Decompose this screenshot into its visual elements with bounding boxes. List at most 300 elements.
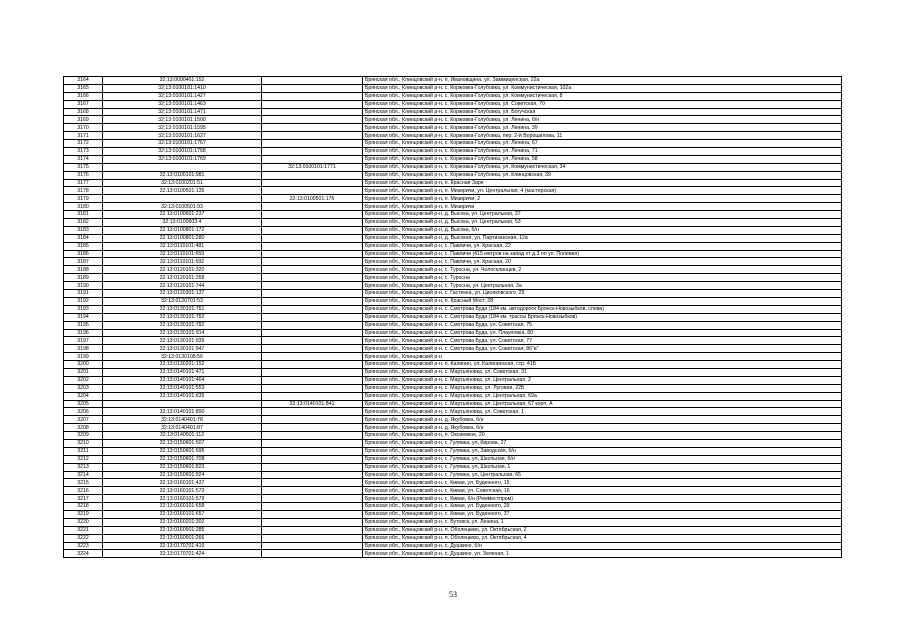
row-number-cell: 3169 xyxy=(64,116,103,124)
table-row xyxy=(64,384,842,392)
table-row xyxy=(64,361,842,369)
page-number: 53 xyxy=(449,590,457,599)
address-cell: Брянская обл., Клинцовский р-н, с. Киваи, б/н (Ремместпром) xyxy=(363,495,842,503)
row-number-cell: 3180 xyxy=(64,203,103,211)
cadastral-number-alt-cell xyxy=(262,384,363,392)
cadastral-number-cell: 32:13:0100101:1627 xyxy=(103,132,262,140)
cadastral-number-alt-cell xyxy=(262,250,363,258)
address-cell: Брянская обл., Клинцовский р-н, п. Оболешево, ул. Октябрьская, 4 xyxy=(363,534,842,542)
address-cell: Брянская обл., Клинцовский р-н, с. Мартьяновка, ул. Центральная, 67 корп. А xyxy=(363,400,842,408)
table-row xyxy=(64,132,842,140)
cadastral-number-cell: 32:13:0120101:744 xyxy=(103,282,262,290)
cadastral-number-alt-cell xyxy=(262,148,363,156)
cadastral-number-cell: 32:13:0120101:320 xyxy=(103,266,262,274)
cadastral-number-cell: 32:13:0100101:981 xyxy=(103,171,262,179)
cadastral-number-cell: 32:13:0140101:464 xyxy=(103,376,262,384)
row-number-cell: 3223 xyxy=(64,542,103,550)
cadastral-number-cell: 32:13:0130101:752 xyxy=(103,313,262,321)
address-cell: Брянская обл., Клинцовский р-н, с. Мартьяновка, ул. Советская, 31 xyxy=(363,368,842,376)
address-cell: Брянская обл., Клинцовский р-н, с. Туросна, ул. Чолосклинцев, 2 xyxy=(363,266,842,274)
cadastral-number-cell: 32:13:0110101:692 xyxy=(103,258,262,266)
cadastral-number-alt-cell xyxy=(262,345,363,353)
cadastral-number-cell: 32:13:0100101:1427 xyxy=(103,92,262,100)
address-cell: Брянская обл., Клинцовский р-н xyxy=(363,353,842,361)
table-row xyxy=(64,219,842,227)
row-number-cell: 3205 xyxy=(64,400,103,408)
cadastral-number-alt-cell xyxy=(262,432,363,440)
table-row xyxy=(64,148,842,156)
table-row xyxy=(64,297,842,305)
row-number-cell: 3192 xyxy=(64,297,103,305)
cadastral-number-cell: 32:13:0130101:947 xyxy=(103,345,262,353)
row-number-cell: 3216 xyxy=(64,487,103,495)
address-cell: Брянская обл., Клинцовский р-н, с. Коржовка-Голубовка, ул. Ленина, 67 xyxy=(363,140,842,148)
table-row xyxy=(64,155,842,163)
cadastral-number-cell: 32:13:0150601:823 xyxy=(103,463,262,471)
cadastral-number-cell: 32:13:0120701:53 xyxy=(103,297,262,305)
cadastral-number-alt-cell xyxy=(262,471,363,479)
cadastral-number-cell xyxy=(103,400,262,408)
table-row xyxy=(64,329,842,337)
cadastral-number-alt-cell xyxy=(262,242,363,250)
row-number-cell: 3201 xyxy=(64,368,103,376)
cadastral-number-cell: 32:13:0120301:137 xyxy=(103,290,262,298)
cadastral-number-alt-cell xyxy=(262,108,363,116)
address-cell: Брянская обл., Клинцовский р-н, с. Павличи, ул. Красная, 22 xyxy=(363,242,842,250)
row-number-cell: 3174 xyxy=(64,155,103,163)
row-number-cell: 3221 xyxy=(64,526,103,534)
cadastral-number-alt-cell xyxy=(262,479,363,487)
row-number-cell: 3207 xyxy=(64,416,103,424)
table-row xyxy=(64,376,842,384)
table-row xyxy=(64,242,842,250)
cadastral-number-cell: 32:13:0140101:553 xyxy=(103,384,262,392)
cadastral-number-cell: 32:13:0130101:914 xyxy=(103,329,262,337)
table-row xyxy=(64,345,842,353)
table-row xyxy=(64,416,842,424)
address-cell: Брянская обл., Клинцовский р-н, п. Мизиричи, 2 xyxy=(363,195,842,203)
cadastral-number-alt-cell xyxy=(262,226,363,234)
table-row xyxy=(64,92,842,100)
row-number-cell: 3164 xyxy=(64,77,103,85)
table-row xyxy=(64,550,842,558)
cadastral-number-alt-cell xyxy=(262,495,363,503)
cadastral-number-cell: 32:13:0110101:659 xyxy=(103,250,262,258)
address-cell: Брянская обл., Клинцовский р-н, с. Коржовка-Голубовка, ул. Ленина, 58 xyxy=(363,155,842,163)
row-number-cell: 3214 xyxy=(64,471,103,479)
address-cell: Брянская обл., Клинцовский р-н, с. Киваи, ул. Советская, 16 xyxy=(363,487,842,495)
cadastral-number-cell: 32:13:0100801:280 xyxy=(103,234,262,242)
cadastral-number-cell: 32:13:0130101:939 xyxy=(103,337,262,345)
table-row xyxy=(64,171,842,179)
table-row xyxy=(64,124,842,132)
cadastral-number-alt-cell xyxy=(262,408,363,416)
address-cell: Брянская обл., Клинцовский р-н, с. Коржовка-Голубовка, ул. Коммунистическая, 34 xyxy=(363,163,842,171)
cadastral-number-alt-cell xyxy=(262,368,363,376)
address-cell: Брянская обл., Клинцовский р-н, с. Коржовка-Голубовка, ул. Коммунистическая, 102а xyxy=(363,84,842,92)
row-number-cell: 3172 xyxy=(64,140,103,148)
address-cell: Брянская обл., Клинцовский р-н, п. Калинин, ул. Калининская, стр. 41Б xyxy=(363,361,842,369)
cadastral-number-cell: 32:13:0150601:924 xyxy=(103,471,262,479)
cadastral-number-alt-cell: 32:13:0140101:841 xyxy=(262,400,363,408)
row-number-cell: 3219 xyxy=(64,510,103,518)
address-cell: Брянская обл., Клинцовский р-н, с. Киваи, ул. Буденного, 37 xyxy=(363,510,842,518)
cadastral-number-alt-cell xyxy=(262,487,363,495)
cadastral-number-cell: 32:13:0100101:1500 xyxy=(103,116,262,124)
cadastral-number-alt-cell xyxy=(262,203,363,211)
table-row xyxy=(64,116,842,124)
table-row xyxy=(64,108,842,116)
cadastral-number-cell: 32:13:0140101:635 xyxy=(103,392,262,400)
row-number-cell: 3177 xyxy=(64,179,103,187)
cadastral-number-alt-cell xyxy=(262,234,363,242)
cadastral-number-alt-cell xyxy=(262,455,363,463)
cadastral-number-alt-cell xyxy=(262,124,363,132)
cadastral-number-cell: 32:13:0100501:93 xyxy=(103,203,262,211)
address-cell: Брянская обл., Клинцовский р-н, с. Гулевка, ул. Центральная, 65 xyxy=(363,471,842,479)
table-row xyxy=(64,392,842,400)
row-number-cell: 3222 xyxy=(64,534,103,542)
row-number-cell: 3170 xyxy=(64,124,103,132)
row-number-cell: 3193 xyxy=(64,305,103,313)
row-number-cell: 3168 xyxy=(64,108,103,116)
table-row xyxy=(64,84,842,92)
row-number-cell: 3182 xyxy=(64,219,103,227)
cadastral-number-cell: 32:13:0100601:237 xyxy=(103,211,262,219)
table-row xyxy=(64,487,842,495)
row-number-cell: 3220 xyxy=(64,518,103,526)
cadastral-number-cell: 32:13:0160101:579 xyxy=(103,495,262,503)
cadastral-number-alt-cell xyxy=(262,266,363,274)
table-row xyxy=(64,518,842,526)
cadastral-number-alt-cell xyxy=(262,92,363,100)
table-row xyxy=(64,447,842,455)
address-cell: Брянская обл., Клинцовский р-н, д. Якубовка, б/н xyxy=(363,416,842,424)
cadastral-number-alt-cell xyxy=(262,100,363,108)
row-number-cell: 3204 xyxy=(64,392,103,400)
cadastral-number-cell: 32:13:0160101:658 xyxy=(103,503,262,511)
address-cell: Брянская обл., Клинцовский р-н, с. Туросна xyxy=(363,274,842,282)
cadastral-number-alt-cell xyxy=(262,329,363,337)
cadastral-number-alt-cell: 32:13:0100101:1771 xyxy=(262,163,363,171)
cadastral-number-cell: 32:13:0100101:1768 xyxy=(103,148,262,156)
table-row xyxy=(64,534,842,542)
address-cell: Брянская обл., Клинцовский р-н, с. Мартьяновка, ул. Советская, 1 xyxy=(363,408,842,416)
table-row xyxy=(64,195,842,203)
address-cell: Брянская обл., Клинцовский р-н, п. Красный Мост, 28 xyxy=(363,297,842,305)
table-row xyxy=(64,439,842,447)
row-number-cell: 3190 xyxy=(64,282,103,290)
row-number-cell: 3203 xyxy=(64,384,103,392)
address-cell: Брянская обл., Клинцовский р-н, с. Коржовка-Голубовка, ул. Ленина, 39 xyxy=(363,124,842,132)
row-number-cell: 3166 xyxy=(64,92,103,100)
cadastral-number-cell: 32:13:0130108:56 xyxy=(103,353,262,361)
table-row xyxy=(64,226,842,234)
cadastral-number-alt-cell xyxy=(262,416,363,424)
row-number-cell: 3206 xyxy=(64,408,103,416)
table-row xyxy=(64,471,842,479)
address-cell: Брянская обл., Клинцовский р-н, с. Коржовка-Голубовка, пер. 2-й Ворошилова, 11 xyxy=(363,132,842,140)
address-cell: Брянская обл., Клинцовский р-н, с. Туросна, ул. Центральная, 3а xyxy=(363,282,842,290)
cadastral-number-cell: 32:13:0120101:358 xyxy=(103,274,262,282)
cadastral-number-cell: 32:13:0100801:172 xyxy=(103,226,262,234)
address-cell: Брянская обл., Клинцовский р-н, с. Мартьяновка, ул. Центральная, 2 xyxy=(363,376,842,384)
cadastral-number-alt-cell xyxy=(262,155,363,163)
table-body xyxy=(64,77,842,558)
cadastral-number-cell: 32:13:0150601:507 xyxy=(103,439,262,447)
address-cell: Брянская обл., Клинцовский р-н, с. Душкино, б/н xyxy=(363,542,842,550)
table-row xyxy=(64,321,842,329)
row-number-cell: 3196 xyxy=(64,329,103,337)
cadastral-number-alt-cell xyxy=(262,447,363,455)
table-row xyxy=(64,179,842,187)
cadastral-number-alt-cell xyxy=(262,321,363,329)
cadastral-number-alt-cell xyxy=(262,550,363,558)
row-number-cell: 3175 xyxy=(64,163,103,171)
address-cell: Брянская обл., Клинцовский р-н, с. Смотрова Буда (184 км. трассы Брянск-Новозыбков) xyxy=(363,313,842,321)
table-row xyxy=(64,424,842,432)
cadastral-number-alt-cell xyxy=(262,392,363,400)
address-cell: Брянская обл., Клинцовский р-н, с. Коржовка-Голубовка, ул. Клинцовская, 39 xyxy=(363,171,842,179)
row-number-cell: 3217 xyxy=(64,495,103,503)
row-number-cell: 3181 xyxy=(64,211,103,219)
row-number-cell: 3165 xyxy=(64,84,103,92)
cadastral-number-alt-cell xyxy=(262,171,363,179)
address-cell: Брянская обл., Клинцовский р-н, с. Смотрова Буда (184 км. автодороги Брянск-Новозыбков, слева) xyxy=(363,305,842,313)
cadastral-number-cell: 32:13:0100101:1410 xyxy=(103,84,262,92)
address-cell: Брянская обл., Клинцовский р-н, с. Гулевка, ул. Заводская, б/н xyxy=(363,447,842,455)
table-row xyxy=(64,479,842,487)
cadastral-number-alt-cell xyxy=(262,140,363,148)
address-cell: Брянская обл., Клинцовский р-н, с. Коржовка-Голубовка, ул. Ленина, 71 xyxy=(363,148,842,156)
cadastral-number-alt-cell xyxy=(262,258,363,266)
address-cell: Брянская обл., Клинцовский р-н, с. Коржовка-Голубовка, ул. Коммунистическая, 8 xyxy=(363,92,842,100)
cadastral-number-cell: 32:13:0150601:695 xyxy=(103,447,262,455)
table-row xyxy=(64,203,842,211)
address-cell: Брянская обл., Клинцовский р-н, д. Высока, ул. Центральная, 37 xyxy=(363,211,842,219)
address-cell: Брянская обл., Клинцовский р-н, с. Гастенка, ул. Циолковского, 29 xyxy=(363,290,842,298)
cadastral-number-cell: 32:13:0130101:751 xyxy=(103,305,262,313)
table-row xyxy=(64,353,842,361)
table-row xyxy=(64,337,842,345)
cadastral-number-alt-cell xyxy=(262,274,363,282)
row-number-cell: 3213 xyxy=(64,463,103,471)
table-row xyxy=(64,187,842,195)
address-cell: Брянская обл., Клинцовский р-н, с. Смотрова Буда, ул. Советская, 75 xyxy=(363,321,842,329)
address-cell: Брянская обл., Клинцовский р-н, с. Смотрова Буда, ул. Плауновка, 80 xyxy=(363,329,842,337)
cadastral-number-cell: 32:13:0160201:302 xyxy=(103,518,262,526)
table-row xyxy=(64,163,842,171)
row-number-cell: 3184 xyxy=(64,234,103,242)
cadastral-number-cell: 32:13:0100101:1463 xyxy=(103,100,262,108)
row-number-cell: 3173 xyxy=(64,148,103,156)
cadastral-number-cell xyxy=(103,195,262,203)
cadastral-number-cell: 32:13:0140401:87 xyxy=(103,424,262,432)
cadastral-number-cell: 32:13:0160501:266 xyxy=(103,534,262,542)
cadastral-number-cell: 32:13:0130201:152 xyxy=(103,361,262,369)
address-cell: Брянская обл., Клинцовский р-н, с. Коржовка-Голубовка, ул. Богучская xyxy=(363,108,842,116)
cadastral-number-alt-cell xyxy=(262,510,363,518)
cadastral-number-cell: 32:13:0100501:135 xyxy=(103,187,262,195)
cadastral-number-cell: 32:13:0170701:419 xyxy=(103,542,262,550)
table-row xyxy=(64,100,842,108)
address-cell: Брянская обл., Клинцовский р-н, с. Смотрова Буда, ул. Советская, 77 xyxy=(363,337,842,345)
cadastral-number-cell: 32:13:0150601:708 xyxy=(103,455,262,463)
row-number-cell: 3211 xyxy=(64,447,103,455)
cadastral-number-cell: 32:13:0140401:78 xyxy=(103,416,262,424)
cadastral-number-cell: 32:13:0100101:1471 xyxy=(103,108,262,116)
address-cell: Брянская обл., Клинцовский р-н, п. Мизиричи xyxy=(363,203,842,211)
table-row xyxy=(64,234,842,242)
row-number-cell: 3209 xyxy=(64,432,103,440)
row-number-cell: 3183 xyxy=(64,226,103,234)
cadastral-number-alt-cell xyxy=(262,77,363,85)
row-number-cell: 3210 xyxy=(64,439,103,447)
cadastral-number-alt-cell: 32:13:0100501:176 xyxy=(262,195,363,203)
cadastral-number-cell: 32:13:0140101:471 xyxy=(103,368,262,376)
address-cell: Брянская обл., Клинцовский р-н, с. Бутовск, ул. Ленина, 1 xyxy=(363,518,842,526)
address-cell: Брянская обл., Клинцовский р-н, с. Коржовка-Голубовка, ул. Ленина, б/н xyxy=(363,116,842,124)
cadastral-number-alt-cell xyxy=(262,439,363,447)
row-number-cell: 3212 xyxy=(64,455,103,463)
cadastral-number-alt-cell xyxy=(262,337,363,345)
cadastral-number-alt-cell xyxy=(262,187,363,195)
cadastral-number-alt-cell xyxy=(262,211,363,219)
row-number-cell: 3224 xyxy=(64,550,103,558)
cadastral-number-cell: 32:13:0100201:51 xyxy=(103,179,262,187)
cadastral-number-alt-cell xyxy=(262,290,363,298)
row-number-cell: 3176 xyxy=(64,171,103,179)
table-row xyxy=(64,542,842,550)
cadastral-number-alt-cell xyxy=(262,463,363,471)
address-cell: Брянская обл., Клинцовский р-н, д. Высокая, ул. Партизанская, 12а xyxy=(363,234,842,242)
cadastral-number-cell: 32:13:0160101:657 xyxy=(103,510,262,518)
row-number-cell: 3208 xyxy=(64,424,103,432)
table-row xyxy=(64,77,842,85)
row-number-cell: 3171 xyxy=(64,132,103,140)
table-row xyxy=(64,140,842,148)
table-row xyxy=(64,282,842,290)
table-row xyxy=(64,432,842,440)
table-row xyxy=(64,510,842,518)
cadastral-number-alt-cell xyxy=(262,526,363,534)
table-row xyxy=(64,274,842,282)
cadastral-number-alt-cell xyxy=(262,297,363,305)
table-row xyxy=(64,463,842,471)
table-row xyxy=(64,250,842,258)
row-number-cell: 3199 xyxy=(64,353,103,361)
address-cell: Брянская обл., Клинцовский р-н, с. Душкино, ул. Зеленая, 1 xyxy=(363,550,842,558)
row-number-cell: 3215 xyxy=(64,479,103,487)
table-row xyxy=(64,455,842,463)
address-cell: Брянская обл., Клинцовский р-н, с. Киваи, ул. Буденного, 15 xyxy=(363,479,842,487)
table-row xyxy=(64,503,842,511)
address-cell: Брянская обл., Клинцовский р-н, п. Красная Заря xyxy=(363,179,842,187)
table-row xyxy=(64,368,842,376)
address-cell: Брянская обл., Клинцовский р-н, с. Мартьяновка, ул. Луговая, 22Б xyxy=(363,384,842,392)
row-number-cell: 3179 xyxy=(64,195,103,203)
cadastral-number-cell: 32:13:0100603:4 xyxy=(103,219,262,227)
table-row xyxy=(64,495,842,503)
cadastral-number-alt-cell xyxy=(262,542,363,550)
row-number-cell: 3194 xyxy=(64,313,103,321)
cadastral-number-alt-cell xyxy=(262,219,363,227)
cadastral-number-alt-cell xyxy=(262,313,363,321)
address-cell: Брянская обл., Клинцовский р-н, с. Гулевка, ул. Школьная, б/н xyxy=(363,455,842,463)
cadastral-number-alt-cell xyxy=(262,179,363,187)
address-cell: Брянская обл., Клинцовский р-н, с. Киваи, ул. Буденного, 29 xyxy=(363,503,842,511)
property-registry-table xyxy=(63,76,842,558)
address-cell: Брянская обл., Клинцовский р-н, с. Смотрова Буда, ул. Советская, 86"в" xyxy=(363,345,842,353)
address-cell: Брянская обл., Клинцовский р-н, с. Павличи (415 метров на запад от д.3 по ул. Полевая) xyxy=(363,250,842,258)
cadastral-number-alt-cell xyxy=(262,84,363,92)
cadastral-number-cell: 32:13:0100101:1767 xyxy=(103,140,262,148)
address-cell: Брянская обл., Клинцовский р-н, д. Высока, б/н xyxy=(363,226,842,234)
cadastral-number-cell: 32:13:0160501:285 xyxy=(103,526,262,534)
table-row xyxy=(64,290,842,298)
row-number-cell: 3191 xyxy=(64,290,103,298)
cadastral-number-alt-cell xyxy=(262,534,363,542)
address-cell: Брянская обл., Клинцовский р-н, п. Ивановщина, ул. Заммиценская, 22а xyxy=(363,77,842,85)
cadastral-number-alt-cell xyxy=(262,282,363,290)
address-cell: Брянская обл., Клинцовский р-н, с. Гулевка, ул. Кирова, 27 xyxy=(363,439,842,447)
cadastral-number-cell xyxy=(103,163,262,171)
table-row xyxy=(64,211,842,219)
table-row xyxy=(64,408,842,416)
cadastral-number-cell: 32:13:0130101:792 xyxy=(103,321,262,329)
cadastral-number-alt-cell xyxy=(262,361,363,369)
table-row xyxy=(64,266,842,274)
cadastral-number-alt-cell xyxy=(262,518,363,526)
cadastral-number-alt-cell xyxy=(262,305,363,313)
table-row xyxy=(64,526,842,534)
cadastral-number-alt-cell xyxy=(262,353,363,361)
table-row xyxy=(64,400,842,408)
row-number-cell: 3167 xyxy=(64,100,103,108)
table-row xyxy=(64,313,842,321)
row-number-cell: 3195 xyxy=(64,321,103,329)
row-number-cell: 3197 xyxy=(64,337,103,345)
table-row xyxy=(64,305,842,313)
address-cell: Брянская обл., Клинцовский р-н, с. Павличи, ул. Красная, 20 xyxy=(363,258,842,266)
row-number-cell: 3188 xyxy=(64,266,103,274)
row-number-cell: 3202 xyxy=(64,376,103,384)
cadastral-number-alt-cell xyxy=(262,132,363,140)
address-cell: Брянская обл., Клинцовский р-н, п. Мизиричи, ул. Центральная, 4 (мастерская) xyxy=(363,187,842,195)
address-cell: Брянская обл., Клинцовский р-н, с. Коржовка-Голубовка, ул. Советская, 70 xyxy=(363,100,842,108)
row-number-cell: 3198 xyxy=(64,345,103,353)
cadastral-number-cell: 32:13:0110101:481 xyxy=(103,242,262,250)
address-cell: Брянская обл., Клинцовский р-н, с. Гулевка, ул. Школьная, 1 xyxy=(363,463,842,471)
cadastral-number-cell: 32:13:0100101:1595 xyxy=(103,124,262,132)
cadastral-number-cell: 32:13:0140101:890 xyxy=(103,408,262,416)
cadastral-number-cell: 32:13:0140501:112 xyxy=(103,432,262,440)
row-number-cell: 3200 xyxy=(64,361,103,369)
row-number-cell: 3185 xyxy=(64,242,103,250)
cadastral-number-cell: 32:13:0090401:152 xyxy=(103,77,262,85)
row-number-cell: 3186 xyxy=(64,250,103,258)
cadastral-number-cell: 32:13:0170701:424 xyxy=(103,550,262,558)
row-number-cell: 3218 xyxy=(64,503,103,511)
cadastral-number-cell: 32:13:0160101:573 xyxy=(103,487,262,495)
cadastral-number-alt-cell xyxy=(262,424,363,432)
row-number-cell: 3178 xyxy=(64,187,103,195)
address-cell: Брянская обл., Клинцовский р-н, с. Мартьяновка, ул. Центральная, 69а xyxy=(363,392,842,400)
row-number-cell: 3187 xyxy=(64,258,103,266)
cadastral-number-alt-cell xyxy=(262,503,363,511)
cadastral-number-cell: 32:13:0160101:437 xyxy=(103,479,262,487)
address-cell: Брянская обл., Клинцовский р-н, п. Оболешево, ул. Октябрьская, 2 xyxy=(363,526,842,534)
